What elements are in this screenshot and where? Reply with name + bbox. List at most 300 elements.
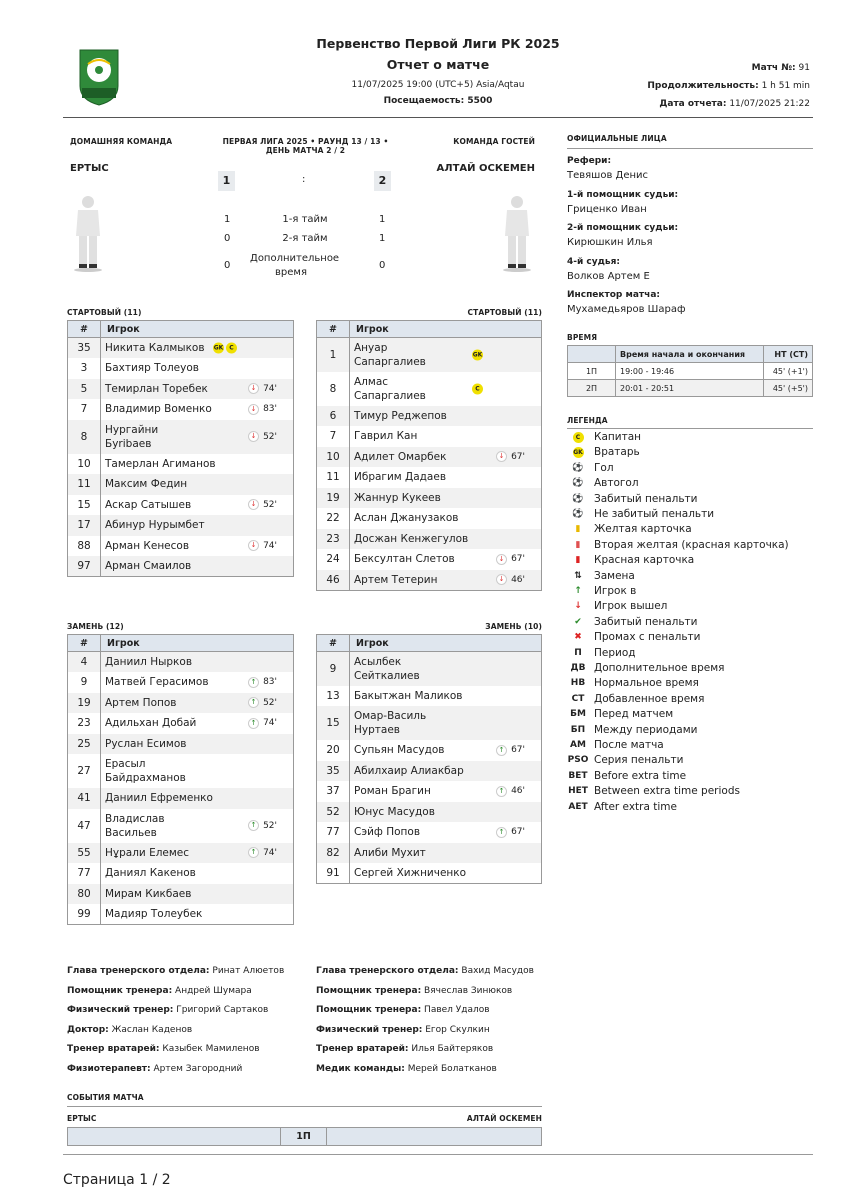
substitution-icon: ⇅	[574, 570, 582, 581]
player-row	[317, 508, 542, 529]
staff-item: Тренер вратарей: Илья Байтеряков	[316, 1044, 494, 1055]
player-row	[68, 884, 294, 905]
normal-time-icon: НВ	[570, 678, 586, 689]
away-subs-table	[316, 634, 542, 884]
player-number: 77	[68, 863, 101, 884]
player-row	[68, 379, 294, 400]
col-num: #	[68, 321, 101, 338]
player-out-icon: ↓	[248, 499, 259, 510]
player-number: 23	[317, 529, 350, 550]
legend-label: Между периодами	[594, 723, 698, 736]
period-1-home: 1	[224, 214, 231, 225]
legend-item	[567, 539, 789, 551]
player-number: 19	[68, 693, 101, 714]
legend-item	[567, 493, 698, 505]
period-2-home: 0	[224, 233, 231, 244]
event-minute: 67'	[511, 827, 525, 838]
legend-item	[567, 631, 700, 643]
legend-label: Красная карточка	[594, 554, 695, 567]
player-name: Мирам Кикбаев	[105, 887, 192, 900]
official-name: Волков Артем Е	[567, 270, 650, 282]
added-time-icon: СТ	[571, 693, 585, 704]
attendance: Посещаемость: 5500	[383, 96, 493, 106]
legend-item	[567, 662, 724, 674]
period-icon: П	[574, 647, 582, 658]
col-num: #	[317, 321, 350, 338]
player-row	[68, 338, 294, 359]
legend-label: Забитый пенальти	[594, 615, 698, 628]
home-subs-title: ЗАМЕНЬ (12)	[67, 622, 124, 631]
period-1-away: 1	[379, 214, 386, 225]
event-minute: 74'	[263, 847, 277, 858]
legend-label: After extra time	[594, 800, 677, 813]
player-name: Владислав Васильев	[105, 812, 165, 839]
player-number: 99	[68, 904, 101, 925]
player-name: Роман Брагин	[354, 785, 431, 798]
player-row	[317, 570, 542, 591]
before-extra-time-icon: BET	[568, 770, 588, 781]
player-name: Руслан Есимов	[105, 737, 187, 750]
home-start-title: СТАРТОВЫЙ (11)	[67, 308, 142, 317]
player-in-icon: ↑	[248, 697, 259, 708]
col-player: Игрок	[350, 321, 542, 338]
player-name: Жаннур Кукеев	[354, 491, 441, 504]
player-in-icon: ↑	[248, 677, 259, 688]
between-periods-icon: БП	[570, 724, 586, 735]
legend-item	[567, 585, 636, 597]
player-number: 37	[317, 781, 350, 802]
player-name: Максим Федин	[105, 478, 188, 491]
event-minute: 74'	[263, 540, 277, 551]
player-name: Бахтияр Толеуов	[105, 362, 199, 375]
player-name: Алмас Сапаргалиев	[354, 375, 426, 402]
event-minute: 83'	[263, 404, 277, 415]
player-name: Ибрагим Дадаев	[354, 471, 447, 484]
legend-label: Игрок в	[594, 585, 637, 597]
staff-item: Физический тренер: Григорий Сартаков	[67, 1005, 269, 1016]
player-name: Гаврил Кан	[354, 430, 418, 443]
player-row	[68, 809, 294, 843]
player-name: Аслан Джанузаков	[354, 512, 459, 525]
player-out-icon: ↓	[248, 431, 259, 442]
report-date: Дата отчета: 11/07/2025 21:22	[659, 99, 810, 109]
event-minute: 67'	[511, 451, 525, 462]
legend-label: Серия пенальти	[594, 754, 684, 767]
player-name: Асылбек Сейткалиев	[354, 655, 420, 682]
events-title: СОБЫТИЯ МАТЧА	[67, 1093, 144, 1102]
player-row	[317, 863, 542, 884]
player-name: Даниял Какенов	[105, 867, 196, 880]
player-out-icon: ↓	[496, 451, 507, 462]
missed-penalty-icon: ⚽	[572, 509, 584, 519]
events-period-label: 1П	[281, 1128, 327, 1145]
player-number: 8	[68, 420, 101, 454]
event-minute: 74'	[263, 383, 277, 394]
legend-label: Between extra time periods	[594, 785, 740, 798]
player-number: 15	[68, 495, 101, 516]
player-row	[68, 904, 294, 925]
away-start-title: СТАРТОВЫЙ (11)	[467, 308, 542, 317]
player-row	[68, 474, 294, 495]
player-name: Темирлан Торебек	[105, 382, 208, 395]
legend-item	[567, 724, 697, 736]
player-row	[68, 788, 294, 809]
player-in-icon: ↑	[496, 745, 507, 756]
staff-item: Физический тренер: Егор Скулкин	[316, 1024, 490, 1035]
player-row	[317, 822, 542, 843]
match-number: Матч №: 91	[751, 63, 810, 73]
page-number: Страница 1 / 2	[63, 1172, 171, 1188]
legend-label: Капитан	[594, 431, 641, 443]
player-out-icon: ↓	[496, 554, 507, 565]
col-player: Игрок	[101, 321, 294, 338]
player-name: Абилхаир Алиакбар	[354, 764, 464, 777]
captain-icon: C	[226, 343, 237, 354]
player-row	[68, 652, 294, 673]
player-name: Нургайни Буribaев	[105, 423, 159, 450]
legend-label: Период	[594, 646, 636, 659]
official-role: 2-й помощник судьи:	[567, 223, 679, 233]
staff-item: Помощник тренера: Андрей Шумара	[67, 985, 252, 996]
match-datetime: 11/07/2025 19:00 (UTC+5) Asia/Aqtau	[351, 80, 525, 90]
period-2-away: 1	[379, 233, 386, 244]
legend-label: После матча	[594, 739, 664, 751]
player-number: 80	[68, 884, 101, 905]
legend-label: Дополнительное время	[594, 662, 725, 674]
period-et-label: Дополнительное время	[250, 253, 340, 278]
player-number: 46	[317, 570, 350, 591]
player-row	[68, 556, 294, 577]
player-row	[68, 693, 294, 714]
player-number: 17	[68, 515, 101, 536]
player-in-icon: ↑	[496, 786, 507, 797]
player-name: Юнус Масудов	[354, 805, 435, 818]
player-name: Арман Смаилов	[105, 560, 192, 572]
player-row	[68, 358, 294, 379]
player-out-icon: ↓	[248, 404, 259, 415]
time-table: Время начала и окончания HT (CT) 1П 19:00 - 19:46 45' (+1') 2П 20:01 - 20:51 45' (+5')	[567, 345, 813, 397]
player-row	[317, 529, 542, 550]
player-number: 91	[317, 863, 350, 884]
player-number: 25	[68, 734, 101, 755]
player-number: 47	[68, 809, 101, 843]
player-name: Сергей Хижниченко	[354, 867, 467, 879]
between-extra-periods-icon: HET	[568, 786, 588, 797]
official-role: Рефери:	[567, 156, 612, 166]
legend-label: Замена	[594, 569, 635, 582]
player-row	[317, 802, 542, 823]
player-number: 8	[317, 372, 350, 406]
player-number: 35	[317, 761, 350, 782]
page-subtitle: Отчет о матче	[386, 57, 490, 72]
player-number: 77	[317, 822, 350, 843]
legend-item	[567, 739, 664, 751]
away-team-name: АЛТАЙ ОСКЕМЕН	[436, 163, 535, 174]
second-yellow-icon: ▮	[575, 539, 581, 550]
col-num: #	[317, 635, 350, 652]
event-minute: 67'	[511, 554, 525, 565]
player-number: 55	[68, 843, 101, 864]
legend-item	[567, 616, 698, 628]
player-name: Даниил Нырков	[105, 656, 193, 668]
staff-item: Тренер вратарей: Казыбек Мамиленов	[67, 1044, 260, 1055]
away-subs-title: ЗАМЕНЬ (10)	[485, 622, 542, 631]
player-row	[317, 781, 542, 802]
events-away: АЛТАЙ ОСКЕМЕН	[466, 1114, 542, 1123]
legend-label: Игрок вышел	[594, 600, 668, 613]
player-name: Супьян Масудов	[354, 744, 445, 757]
player-row	[68, 713, 294, 734]
staff-item: Помощник тренера: Вячеслав Зинюков	[316, 985, 513, 996]
col-player: Игрок	[350, 635, 542, 652]
player-number: 6	[317, 406, 350, 427]
player-row	[317, 706, 542, 740]
legend-item	[567, 693, 704, 705]
player-row	[68, 420, 294, 454]
legend-divider	[567, 428, 813, 429]
player-number: 35	[68, 338, 101, 359]
player-number: 5	[68, 379, 101, 400]
home-player-icon	[68, 192, 108, 272]
red-card-icon: ▮	[575, 555, 581, 566]
legend-label: Перед матчем	[594, 708, 674, 721]
player-name: Нұрали Елемес	[105, 846, 190, 859]
extra-time-icon: ДВ	[570, 663, 586, 673]
legend-item	[567, 785, 740, 797]
player-in-icon: ↑	[248, 718, 259, 729]
legend-label: Before extra time	[594, 769, 687, 782]
after-extra-time-icon: AET	[568, 801, 588, 812]
player-number: 15	[317, 706, 350, 740]
player-name: Арман Кенесов	[105, 539, 190, 552]
footer-divider	[63, 1154, 813, 1155]
player-row	[317, 761, 542, 782]
player-name: Артем Попов	[105, 696, 177, 709]
player-number: 1	[317, 338, 350, 372]
events-divider	[67, 1106, 542, 1107]
legend-label: Нормальное время	[594, 677, 699, 690]
player-number: 7	[68, 399, 101, 420]
legend-item	[567, 508, 714, 520]
player-name: Владимир Воменко	[105, 403, 212, 416]
player-number: 20	[317, 740, 350, 761]
event-minute: 46'	[511, 786, 525, 797]
player-number: 11	[68, 474, 101, 495]
home-team-name: ЕРТЫС	[70, 163, 109, 174]
official-role: 4-й судья:	[567, 256, 620, 267]
player-name: Адильхан Добай	[105, 717, 197, 730]
player-out-icon: ↓	[496, 574, 507, 585]
event-minute: 83'	[263, 677, 277, 688]
player-row	[68, 734, 294, 755]
player-row	[68, 843, 294, 864]
legend-label: Гол	[594, 461, 614, 474]
legend-item	[567, 770, 686, 782]
penalty-miss-icon: ✖	[574, 632, 582, 643]
goalkeeper-icon: GK	[573, 448, 583, 456]
legend-item	[567, 677, 699, 689]
player-number: 4	[68, 652, 101, 673]
player-row	[317, 652, 542, 686]
player-row	[68, 399, 294, 420]
official-role: 1-й помощник судьи:	[567, 189, 679, 200]
player-number: 19	[317, 488, 350, 509]
officials-title: ОФИЦИАЛЬНЫЕ ЛИЦА	[567, 134, 667, 143]
player-name: Бакытжан Маликов	[354, 689, 463, 702]
staff-item: Глава тренерского отдела: Вахид Масудов	[316, 966, 534, 976]
event-minute: 52'	[263, 431, 277, 442]
player-number: 10	[317, 447, 350, 468]
round-info: ПЕРВАЯ ЛИГА 2025 • РАУНД 13 / 13 • ДЕНЬ МАТЧА 2 / 2	[222, 137, 389, 155]
player-number: 52	[317, 802, 350, 823]
player-row	[317, 843, 542, 864]
player-name: Даниил Ефременко	[105, 792, 213, 805]
score-separator: :	[302, 174, 306, 185]
header-divider	[63, 117, 813, 118]
legend-item	[567, 570, 635, 582]
player-number: 41	[68, 788, 101, 809]
time-title: ВРЕМЯ	[567, 333, 598, 342]
goal-icon: ⚽	[572, 462, 584, 473]
player-number: 88	[68, 536, 101, 557]
player-name: Сэйф Попов	[354, 826, 421, 839]
player-name: Аскар Сатышев	[105, 498, 192, 511]
col-num: #	[68, 635, 101, 652]
player-row	[68, 515, 294, 536]
player-row	[317, 447, 542, 468]
player-number: 9	[68, 672, 101, 693]
captain-icon: C	[567, 432, 589, 443]
player-number: 97	[68, 556, 101, 577]
period-1-label: 1-я тайм	[282, 214, 328, 225]
player-row	[317, 406, 542, 427]
away-starting-table	[316, 320, 542, 591]
player-row	[68, 454, 294, 475]
home-score: 1	[218, 171, 235, 191]
home-starting-table	[67, 320, 294, 577]
period-et-away: 0	[379, 260, 386, 271]
legend-label: Желтая карточка	[594, 523, 692, 536]
legend-item	[567, 431, 641, 443]
player-name: Артем Тетерин	[354, 573, 438, 586]
player-number: 27	[68, 754, 101, 788]
player-out-icon: ↓	[574, 601, 582, 612]
player-row	[68, 754, 294, 788]
player-name: Омар-Василь Нуртаев	[354, 710, 427, 736]
penalty-shootout-icon: PSO	[567, 755, 589, 766]
away-label: КОМАНДА ГОСТЕЙ	[453, 137, 535, 146]
events-home: ЕРТЫС	[67, 1114, 97, 1123]
staff-item: Физиотерапевт: Артем Загородний	[67, 1064, 243, 1074]
event-minute: 52'	[263, 820, 277, 831]
player-row	[317, 426, 542, 447]
player-row	[317, 740, 542, 761]
player-number: 3	[68, 358, 101, 379]
player-name: Мадияр Толеубек	[105, 908, 203, 920]
player-in-icon: ↑	[574, 586, 582, 596]
player-row	[317, 549, 542, 570]
own-goal-icon: ⚽	[572, 478, 584, 489]
before-match-icon: БМ	[570, 709, 586, 720]
player-number: 82	[317, 843, 350, 864]
period-et-home: 0	[224, 260, 231, 271]
staff-item: Доктор: Жаслан Каденов	[67, 1024, 193, 1035]
legend-item	[567, 754, 683, 766]
player-name: Бексултан Слетов	[354, 553, 455, 566]
legend-item	[567, 801, 677, 813]
event-minute: 52'	[263, 697, 277, 708]
player-number: 22	[317, 508, 350, 529]
staff-item: Помощник тренера: Павел Удалов	[316, 1005, 490, 1016]
legend-item	[567, 647, 636, 659]
player-row	[68, 672, 294, 693]
penalty-scored-icon: ✔	[574, 616, 582, 627]
player-name: Адилет Омарбек	[354, 450, 447, 463]
player-row	[317, 686, 542, 707]
legend-label: Вторая желтая (красная карточка)	[594, 538, 789, 551]
player-row	[317, 467, 542, 488]
player-in-icon: ↑	[248, 847, 259, 858]
event-minute: 46'	[511, 574, 525, 585]
player-number: 9	[317, 652, 350, 686]
events-period-row	[67, 1127, 542, 1146]
player-row	[317, 338, 542, 372]
legend-label: Забитый пенальти	[594, 492, 698, 505]
player-name: Досжан Кенжегулов	[354, 532, 469, 545]
player-in-icon: ↑	[248, 820, 259, 831]
home-label: ДОМАШНЯЯ КОМАНДА	[70, 137, 173, 146]
goalkeeper-icon: GK	[213, 344, 224, 352]
home-subs-table	[67, 634, 294, 925]
player-number: 24	[317, 549, 350, 570]
event-minute: 52'	[263, 499, 277, 510]
player-number: 11	[317, 467, 350, 488]
official-name: Тевяшов Денис	[567, 170, 649, 181]
player-number: 23	[68, 713, 101, 734]
player-row	[68, 863, 294, 884]
player-row	[317, 488, 542, 509]
player-name: Абинур Нурымбет	[105, 519, 205, 532]
player-row	[68, 495, 294, 516]
page-title: Первенство Первой Лиги РК 2025	[316, 36, 560, 51]
officials-divider	[567, 148, 813, 149]
legend-item	[567, 462, 614, 474]
away-score: 2	[374, 171, 391, 191]
event-minute: 74'	[263, 718, 277, 729]
legend-label: Промах с пенальти	[594, 631, 701, 644]
official-role: Инспектор матча:	[567, 290, 660, 300]
official-name: Гриценко Иван	[567, 203, 647, 215]
goalkeeper-icon: GK	[472, 351, 483, 359]
player-out-icon: ↓	[248, 383, 259, 394]
player-number: 13	[317, 686, 350, 707]
legend-item	[567, 446, 640, 458]
scored-penalty-icon: ⚽	[572, 493, 584, 504]
player-number: 10	[68, 454, 101, 475]
legend-label: Автогол	[594, 477, 639, 490]
player-row	[68, 536, 294, 557]
period-2-label: 2-я тайм	[282, 233, 328, 244]
legend-item	[567, 708, 673, 720]
away-player-icon	[497, 192, 537, 272]
after-match-icon: АМ	[570, 740, 586, 750]
staff-item: Медик команды: Мерей Болатканов	[316, 1064, 497, 1074]
legend-item	[567, 600, 667, 612]
player-name: Матвей Герасимов	[105, 676, 209, 689]
player-in-icon: ↑	[496, 827, 507, 838]
yellow-card-icon: ▮	[575, 524, 581, 535]
player-name: Тамерлан Агиманов	[105, 457, 216, 470]
